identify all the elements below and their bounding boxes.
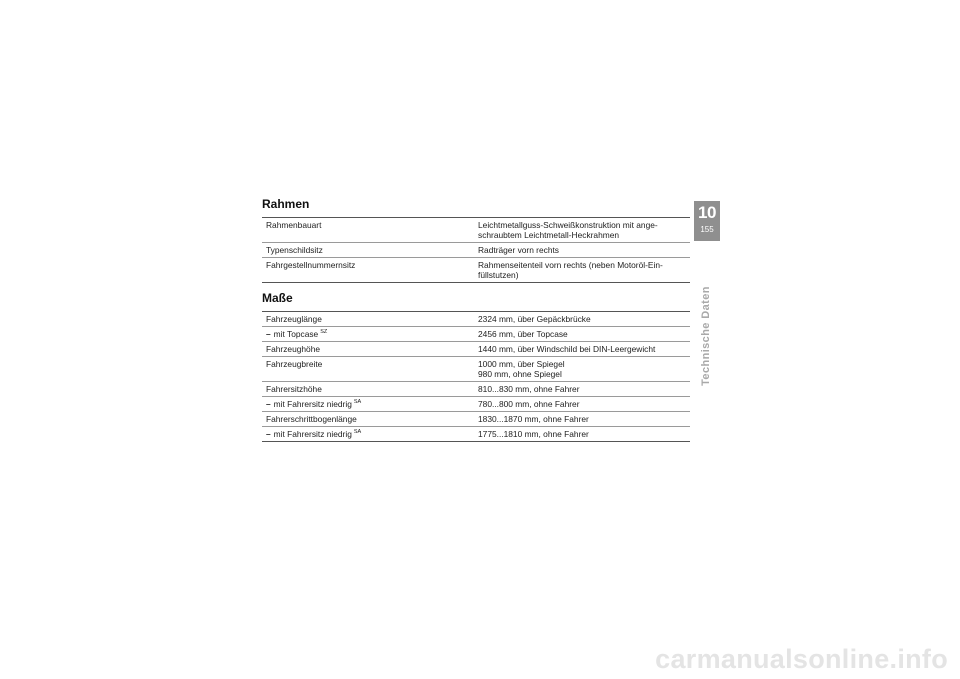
spec-row <box>262 312 690 327</box>
spec-label <box>262 342 474 357</box>
spec-value <box>474 258 690 283</box>
masse-spec-table <box>262 311 690 442</box>
spec-row <box>262 218 690 243</box>
sub-item-dash: – <box>266 329 271 339</box>
spec-value <box>474 243 690 258</box>
spec-label <box>262 218 474 243</box>
spec-label <box>262 243 474 258</box>
spec-value <box>474 342 690 357</box>
spec-value-line: Radträger vorn rechts <box>478 245 559 255</box>
spec-value-line: 1830...1870 mm, ohne Fahrer <box>478 414 589 424</box>
spec-row <box>262 258 690 283</box>
spec-label <box>262 427 474 442</box>
spec-label-text: Rahmenbauart <box>266 220 322 230</box>
spec-value-line: schraubtem Leichtmetall-Heckrahmen <box>478 230 620 240</box>
spec-label-text: Fahrzeugbreite <box>266 359 323 369</box>
spec-value-line: 2456 mm, über Topcase <box>478 329 568 339</box>
spec-label-text: Typenschildsitz <box>266 245 323 255</box>
spec-label <box>262 258 474 283</box>
section-masse <box>262 290 690 442</box>
spec-value-line: 1440 mm, über Windschild bei DIN-Leergewicht <box>478 344 656 354</box>
spec-label <box>262 312 474 327</box>
watermark: carmanualsonline.info <box>655 644 948 674</box>
spec-value <box>474 427 690 442</box>
spec-row <box>262 327 690 342</box>
spec-row <box>262 342 690 357</box>
spec-value <box>474 382 690 397</box>
spec-value <box>474 357 690 382</box>
sub-item-dash: – <box>266 429 271 439</box>
spec-row <box>262 412 690 427</box>
spec-row <box>262 382 690 397</box>
spec-label <box>262 397 474 412</box>
spec-value-line: 780...800 mm, ohne Fahrer <box>478 399 580 409</box>
spec-value <box>474 312 690 327</box>
spec-label-text: Fahrgestellnummernsitz <box>266 260 356 270</box>
equipment-code: SA <box>353 399 362 405</box>
spec-value <box>474 218 690 243</box>
spec-value-line: 1000 mm, über Spiegel <box>478 359 565 369</box>
section-title-rahmen: Rahmen <box>262 197 310 211</box>
spec-label <box>262 412 474 427</box>
spec-value-line: füllstutzen) <box>478 270 519 280</box>
chapter-title: Technische Daten <box>700 286 712 386</box>
chapter-number: 10 <box>698 203 716 222</box>
page-number: 155 <box>700 225 714 234</box>
equipment-code: SZ <box>320 329 328 335</box>
spec-value-line: 980 mm, ohne Spiegel <box>478 369 562 379</box>
spec-label-text: mit Fahrersitz niedrig <box>273 429 352 439</box>
spec-value-line: 810...830 mm, ohne Fahrer <box>478 384 580 394</box>
spec-label-text: Fahrzeuglänge <box>266 314 322 324</box>
spec-label <box>262 357 474 382</box>
spec-label-text: Fahrerschrittbogenlänge <box>266 414 357 424</box>
spec-value <box>474 412 690 427</box>
spec-label-text: mit Fahrersitz niedrig <box>273 399 352 409</box>
equipment-code: SA <box>353 429 362 435</box>
spec-row <box>262 397 690 412</box>
section-title-masse: Maße <box>262 291 293 305</box>
spec-label <box>262 327 474 342</box>
spec-label-text: mit Topcase <box>273 329 319 339</box>
spec-value-line: Leichtmetallguss-Schweißkonstruktion mit ange- <box>478 220 658 230</box>
spec-label-text: Fahrersitzhöhe <box>266 384 322 394</box>
chapter-tab <box>694 201 720 241</box>
spec-value <box>474 327 690 342</box>
spec-label <box>262 382 474 397</box>
spec-value-line: 1775...1810 mm, ohne Fahrer <box>478 429 589 439</box>
sub-item-dash: – <box>266 399 271 409</box>
spec-label-text: Fahrzeughöhe <box>266 344 321 354</box>
spec-value-line: 2324 mm, über Gepäckbrücke <box>478 314 591 324</box>
spec-value <box>474 397 690 412</box>
spec-value-line: Rahmenseitenteil vorn rechts (neben Motoröl-Ein- <box>478 260 663 270</box>
section-rahmen <box>262 196 690 283</box>
spec-row <box>262 357 690 382</box>
spec-row <box>262 427 690 442</box>
rahmen-spec-table <box>262 217 690 283</box>
spec-row <box>262 243 690 258</box>
